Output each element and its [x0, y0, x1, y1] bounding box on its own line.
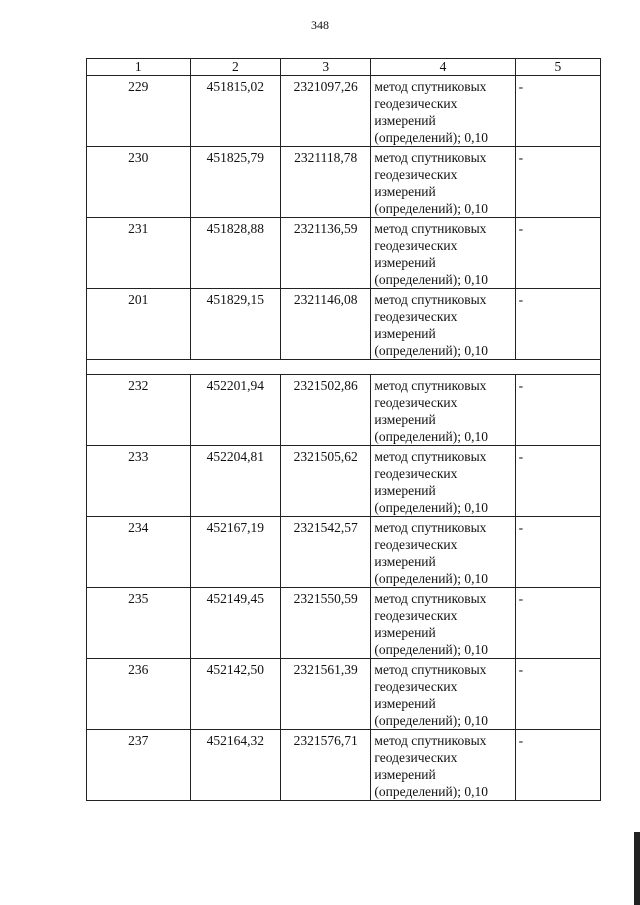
table-row — [87, 147, 601, 218]
method-text: метод спутниковых геодезических измерений (определений); 0,10 — [374, 292, 488, 358]
table-header-row — [87, 59, 601, 76]
page-edge-mark — [634, 832, 640, 905]
cell-method — [371, 218, 515, 289]
method-text: метод спутниковых геодезических измерений (определений); 0,10 — [374, 733, 488, 799]
table-row — [87, 375, 601, 446]
cell-note: - — [515, 76, 600, 147]
cell-method — [371, 147, 515, 218]
page-number: 348 — [311, 18, 329, 32]
cell-y-coordinate: 2321097,26 — [281, 76, 371, 147]
cell-y-coordinate: 2321542,57 — [281, 517, 371, 588]
cell-note: - — [515, 218, 600, 289]
cell-method — [371, 76, 515, 147]
cell-point-number: 236 — [87, 659, 191, 730]
cell-x-coordinate: 452201,94 — [190, 375, 280, 446]
cell-point-number: 231 — [87, 218, 191, 289]
table-row — [87, 218, 601, 289]
header-col-1: 1 — [87, 59, 191, 76]
table-row — [87, 446, 601, 517]
cell-method — [371, 588, 515, 659]
cell-point-number: 201 — [87, 289, 191, 360]
cell-note: - — [515, 446, 600, 517]
cell-point-number: 234 — [87, 517, 191, 588]
header-col-3: 3 — [281, 59, 371, 76]
cell-y-coordinate: 2321561,39 — [281, 659, 371, 730]
cell-x-coordinate: 452149,45 — [190, 588, 280, 659]
method-text: метод спутниковых геодезических измерений (определений); 0,10 — [374, 150, 488, 216]
table-row — [87, 289, 601, 360]
cell-x-coordinate: 451825,79 — [190, 147, 280, 218]
table-row — [87, 517, 601, 588]
table-row — [87, 659, 601, 730]
cell-point-number: 232 — [87, 375, 191, 446]
cell-point-number: 229 — [87, 76, 191, 147]
cell-method — [371, 446, 515, 517]
cell-x-coordinate: 452204,81 — [190, 446, 280, 517]
cell-note: - — [515, 289, 600, 360]
cell-point-number: 237 — [87, 730, 191, 801]
table-row — [87, 76, 601, 147]
cell-point-number: 235 — [87, 588, 191, 659]
cell-point-number: 233 — [87, 446, 191, 517]
separator-cell — [87, 360, 601, 375]
cell-x-coordinate: 452142,50 — [190, 659, 280, 730]
table-body — [87, 76, 601, 801]
method-text: метод спутниковых геодезических измерений (определений); 0,10 — [374, 662, 488, 728]
cell-note: - — [515, 588, 600, 659]
cell-y-coordinate: 2321136,59 — [281, 218, 371, 289]
table-row — [87, 730, 601, 801]
cell-method — [371, 659, 515, 730]
table-separator-row — [87, 360, 601, 375]
cell-y-coordinate: 2321146,08 — [281, 289, 371, 360]
cell-x-coordinate: 452164,32 — [190, 730, 280, 801]
cell-method — [371, 375, 515, 446]
cell-point-number: 230 — [87, 147, 191, 218]
method-text: метод спутниковых геодезических измерений (определений); 0,10 — [374, 378, 488, 444]
cell-y-coordinate: 2321118,78 — [281, 147, 371, 218]
method-text: метод спутниковых геодезических измерений (определений); 0,10 — [374, 591, 488, 657]
cell-x-coordinate: 452167,19 — [190, 517, 280, 588]
coordinates-table — [86, 58, 601, 801]
cell-y-coordinate: 2321505,62 — [281, 446, 371, 517]
cell-x-coordinate: 451829,15 — [190, 289, 280, 360]
cell-y-coordinate: 2321502,86 — [281, 375, 371, 446]
cell-note: - — [515, 375, 600, 446]
method-text: метод спутниковых геодезических измерений (определений); 0,10 — [374, 79, 488, 145]
cell-y-coordinate: 2321576,71 — [281, 730, 371, 801]
header-col-4: 4 — [371, 59, 515, 76]
cell-note: - — [515, 659, 600, 730]
cell-note: - — [515, 147, 600, 218]
cell-x-coordinate: 451815,02 — [190, 76, 280, 147]
cell-method — [371, 730, 515, 801]
method-text: метод спутниковых геодезических измерений (определений); 0,10 — [374, 520, 488, 586]
cell-x-coordinate: 451828,88 — [190, 218, 280, 289]
table-row — [87, 588, 601, 659]
cell-note: - — [515, 517, 600, 588]
method-text: метод спутниковых геодезических измерений (определений); 0,10 — [374, 449, 488, 515]
cell-note: - — [515, 730, 600, 801]
header-col-2: 2 — [190, 59, 280, 76]
cell-y-coordinate: 2321550,59 — [281, 588, 371, 659]
cell-method — [371, 289, 515, 360]
header-col-5: 5 — [515, 59, 600, 76]
method-text: метод спутниковых геодезических измерений (определений); 0,10 — [374, 221, 488, 287]
cell-method — [371, 517, 515, 588]
